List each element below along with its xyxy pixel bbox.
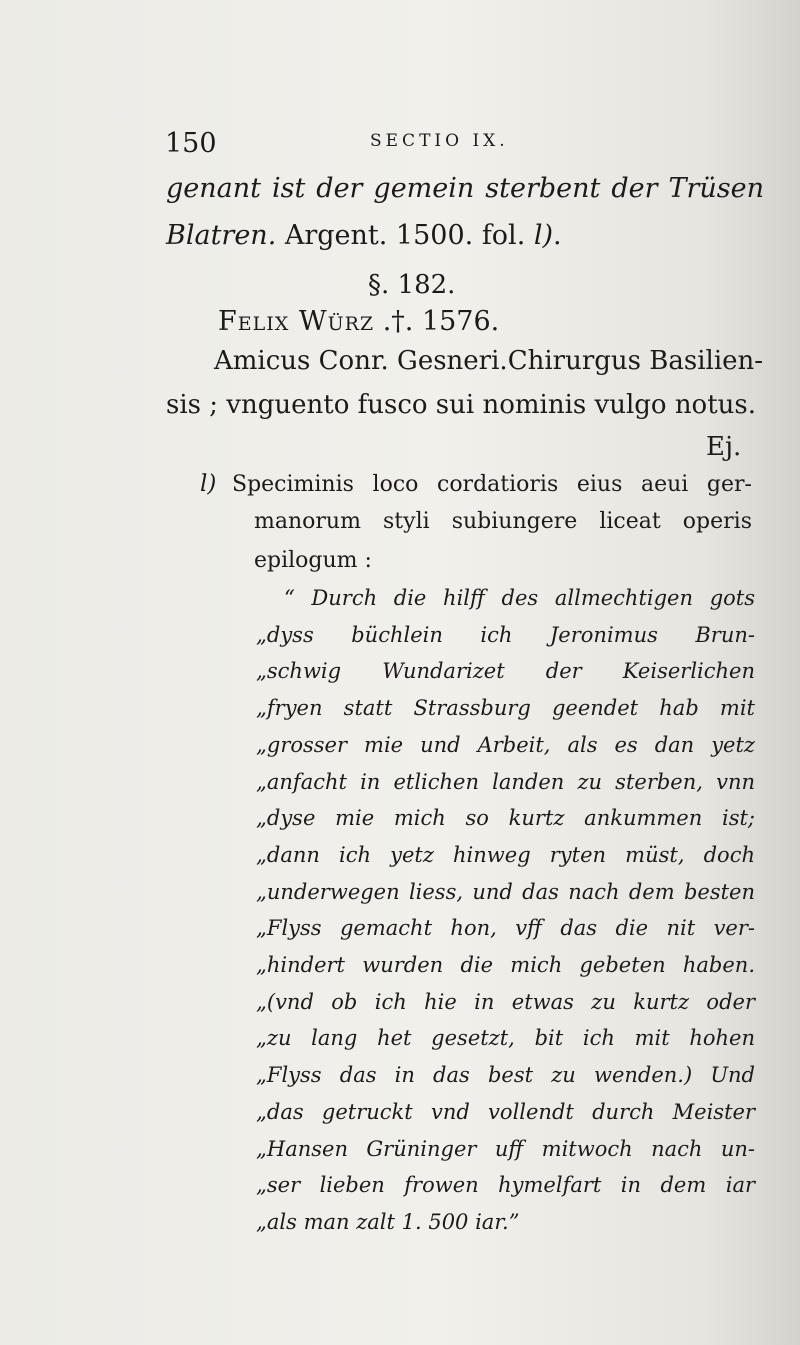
footnote-line: epilogum : (254, 548, 372, 573)
page-number: 150 (165, 128, 217, 159)
quote-line: „grosser mie und Arbeit, als es dan yetz (256, 733, 755, 757)
quote-line: „anfacht in etlichen landen zu sterben, vnn (256, 770, 755, 794)
entry-body-line-2: sis ; vnguento fusco sui nominis vulgo notus. (166, 390, 757, 420)
quote-line: “ Durch die hilff des allmechtigen gots (284, 586, 755, 610)
section-mark: §. 182. (368, 270, 456, 300)
entry-name: Felix Würz (218, 306, 375, 337)
quote-line: „hindert wurden die mich gebeten haben. (256, 953, 755, 977)
intro-tail: . (553, 220, 562, 251)
entry-body-left: Amicus Conr. Gesneri. (214, 346, 508, 376)
quote-line: „als man zalt 1. 500 iar.” (256, 1210, 520, 1234)
word: der (611, 173, 658, 204)
word: der (316, 173, 363, 204)
word: ist (271, 173, 306, 204)
word: Trüsen (668, 173, 764, 204)
running-head: SECTIO IX. (370, 131, 509, 151)
quote-line: „dyse mie mich so kurtz ankummen ist; (256, 806, 755, 830)
word: sterbent (485, 173, 601, 204)
footnote-ref: l) (533, 220, 554, 251)
intro-line-1 (166, 175, 764, 202)
footnote-line: Speciminis loco cordatioris eius aeui ger- (232, 472, 752, 497)
footnote-marker: l) (200, 471, 217, 497)
quote-line: „(vnd ob ich hie in etwas zu kurtz oder (256, 990, 755, 1014)
word: gemein (373, 173, 475, 204)
quote-line: „Flyss das in das best zu wenden.) Und (256, 1063, 755, 1087)
intro-line-2 (166, 222, 562, 249)
quote-line: „dann ich yetz hinweg ryten müst, doch (256, 843, 755, 867)
quote-line: „fryen statt Strassburg geendet hab mit (256, 696, 755, 720)
quote-line: „zu lang het gesetzt, bit ich mit hohen (256, 1026, 755, 1050)
quote-line: „ser lieben frowen hymelfart in dem iar (256, 1173, 755, 1197)
quote-line: „Flyss gemacht hon, vff das die nit ver- (256, 916, 755, 940)
catchword: Ej. (706, 432, 742, 462)
entry-heading (218, 308, 499, 335)
entry-body-right: Chirurgus Basilien- (507, 346, 764, 376)
intro-italic: Blatren. (166, 220, 277, 251)
entry-body-line-1 (214, 346, 764, 376)
entry-death: .†. 1576. (382, 306, 500, 337)
quote-line: „das getruckt vnd vollendt durch Meister (256, 1100, 755, 1124)
quote-line: „schwig Wundarizet der Keiserlichen (256, 659, 755, 683)
quote-line: „Hansen Grüninger uff mitwoch nach un- (256, 1137, 755, 1161)
word: genant (166, 173, 261, 204)
quote-line: „underwegen liess, und das nach dem besten (256, 880, 755, 904)
intro-roman: Argent. 1500. fol. (276, 220, 534, 251)
footnote-line: manorum styli subiungere liceat operis (254, 509, 752, 534)
quote-line: „dyss büchlein ich Jeronimus Brun- (256, 623, 755, 647)
